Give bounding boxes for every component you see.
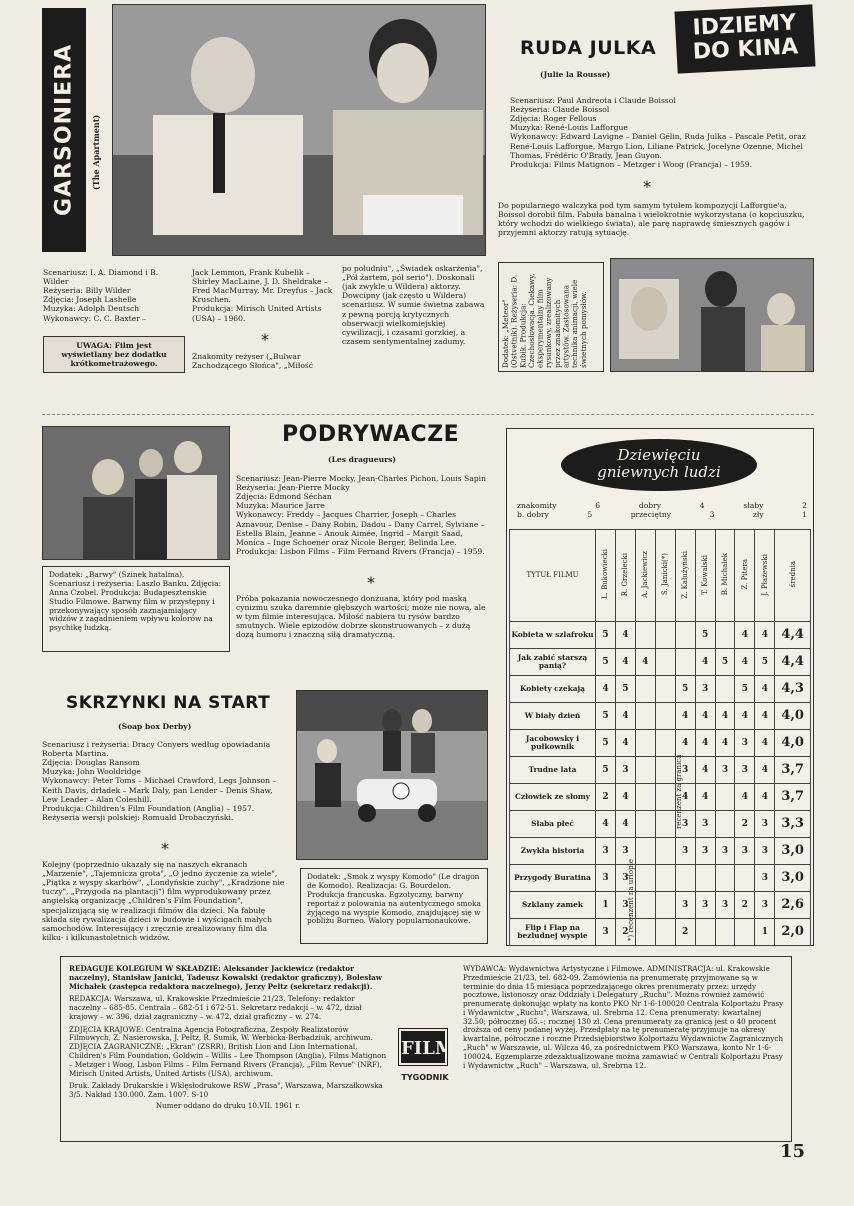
score-cell: 4 <box>695 649 715 676</box>
separator-star: * <box>261 330 269 349</box>
score-cell <box>635 622 655 649</box>
score-cell: 4 <box>755 703 775 730</box>
skrzynki-review: Kolejny (poprzednio ukazały się na naszych ekranach „Marzenie", „Tajemnicza grota", „O jedno życzenie za wiele", „Piątka z wyspy skarbów", „Londyńskie zuchy", „Kradzione nie tuczy", „Przygoda na plantacji") film wyprodukowany przez angielską organizację „Children's Film Foundation", specjalizującą się w realizacji filmów dla dzieci. Na fabułę składa się rywalizacja dzieci w budowie i wyścigach małych samochodów. Interesujący i zręcznie zrealizowany film dla kilku- i kilkunastoletnich widzów. <box>42 860 285 942</box>
critic-column-header <box>615 530 635 622</box>
score-cell: 4 <box>615 784 635 811</box>
ratings-title-line1: Dziewięciu <box>617 446 701 464</box>
legend-label: słaby <box>743 501 764 510</box>
impressum-editors: REDAGUJE KOLEGIUM W SKŁADZIE: Aleksander Jackiewicz (redaktor naczelny), Stanisław Janicki, Tadeusz Kowalski (redaktor graficzny), Bolesław Michałek (zastępca redaktora naczelnego), Jerzy Peltz (sekretarz redakcji). <box>69 964 382 991</box>
garsoniera-warning: UWAGA: Film jest wyświetlany bez dodatku krótkometrażowego. <box>43 336 185 373</box>
score-cell: 4 <box>615 703 635 730</box>
score-cell <box>635 730 655 757</box>
ruda-review: Do popularnego walczyka pod tym samym tytułem kompozycji Lafforgue'a, Boissol dorobił film. Fabuła banalna i wielokrotnie wykorzystana (o kopciuszku, który wchodzi do wielkiego świata), ale parę naprawdę śmiesznych gagów i przyjemni aktorzy ratują sytuację. <box>498 201 805 238</box>
score-cell: 5 <box>596 703 616 730</box>
garsoniera-credits: Scenariusz: I. A. Diamond i B. Wilder Reżyseria: Billy Wilder Zdjęcia: Joseph Lashelle Muzyka: Adolph Deutsch Wykonawcy: C. C. Baxter – <box>43 268 159 323</box>
critic-column-header <box>715 530 735 622</box>
score-cell: 4 <box>735 649 755 676</box>
podrywacze-credits: Scenariusz: Jean-Pierre Mocky, Jean-Charles Pichon, Louis Sapin Reżyseria: Jean-Pierre Mocky Zdjęcia: Edmond Séchan Muzyka: Maurice Jarre Wykonawcy: Freddy – Jacques Charrier, Joseph – Charles Aznavour, Denise – Dany Robin, Dadou – Dany Carrel, Sylviane – Estella Blain, Jeanne – Anouk Aimée, Ingrid – Margit Saad, Monica – Inge Schoener oraz Nicole Berger, Belinda Lee. Produkcja: Lisbon Films – Film Fernand Rivers (Francja) – 1959. <box>236 474 486 556</box>
score-cell <box>655 838 675 865</box>
score-cell: 5 <box>695 622 715 649</box>
score-cell <box>655 757 675 784</box>
average-score-cell: 3,3 <box>775 811 811 838</box>
ratings-row <box>510 676 811 703</box>
score-cell: 4 <box>695 757 715 784</box>
score-cell <box>635 676 655 703</box>
film-still-image <box>611 259 813 371</box>
average-score-cell: 4,4 <box>775 649 811 676</box>
score-cell: 3 <box>695 892 715 919</box>
critic-name: Z. Kałużyński <box>681 550 690 599</box>
impressum-photos: ZDJĘCIA KRAJOWE: Centralna Agencja Fotograficzna, Zespoły Realizatorów Filmowych, Z. Nasierowska, J. Peltz, R. Sumik, W. Werbicka-Berbadziuk, archiwum. ZDJĘCIA ZAGRANICZNE: „Ekran" (ZSRR), British Lion and Lion International, Children's Film Foundation, Goldwin – Willis – Lee Thompson (Anglia), Films Matignon – Metzger i Woog, Lisbon Films – Film Fernand Rivers (Francja), „Film Revue" (NRF), Mirisch United Artists, United Artists (USA), archiwum. <box>69 1024 387 1078</box>
score-cell <box>715 784 735 811</box>
film-logo-subtitle: TYGODNIK <box>401 1073 449 1082</box>
score-cell: 3 <box>675 838 695 865</box>
film-title-cell: Przygody Buratina <box>510 865 596 892</box>
legend-label: znakomity <box>517 501 557 510</box>
film-title-cell: Trudne lata <box>510 757 596 784</box>
film-title-cell: Jacobowsky i pułkownik <box>510 730 596 757</box>
critic-name: T. Kowalski <box>701 554 710 595</box>
critic-name: średnia <box>788 561 797 588</box>
critic-name: R. Grzelecki <box>621 552 630 597</box>
average-column-header <box>775 530 811 622</box>
impressum-left <box>69 965 387 1111</box>
score-cell: 5 <box>596 730 616 757</box>
score-cell: 4 <box>695 730 715 757</box>
score-cell <box>675 622 695 649</box>
score-cell: 5 <box>675 676 695 703</box>
ratings-table <box>509 529 811 946</box>
score-cell <box>675 865 695 892</box>
score-cell: 3 <box>675 892 695 919</box>
ratings-table-wrap <box>509 529 811 946</box>
score-cell <box>655 865 675 892</box>
critic-column-header <box>755 530 775 622</box>
film-logo: FILM <box>399 1029 447 1065</box>
legend-label: przeciętny <box>630 510 672 520</box>
critic-column-header <box>635 530 655 622</box>
critic-name: A. Jackiewicz <box>641 551 650 598</box>
critic-column-header <box>735 530 755 622</box>
ratings-row <box>510 919 811 946</box>
film-still-image <box>297 691 487 859</box>
score-cell: 4 <box>675 703 695 730</box>
score-cell: 4 <box>715 730 735 757</box>
film-title-cell: W biały dzień <box>510 703 596 730</box>
ratings-side-note-abroad: recenzent za granicą <box>675 754 683 829</box>
legend-label: b. dobry <box>517 510 549 520</box>
score-cell: 4 <box>596 811 616 838</box>
score-cell <box>695 919 715 946</box>
legend-value: 1 <box>802 510 807 520</box>
impressum-right: WYDAWCA: Wydawnictwa Artystyczne i Filmowe. ADMINISTRACJA: ul. Krakowskie Przedmieście 21/23, tel. 682-09. Zamówienia na prenumeratę przyjmowane są w terminie do dnia 15 miesiąca poprzedzającego okres prenumeraty przez: urzędy pocztowe, listonoszy oraz Oddziały i Delegatury „Ruchu". Można również zamówić prenumeratę dokonując wpłaty na konto PKO Nr 1-6-100020 Centrala Kolportażu Prasy i Wydawnictw „Ruchu", Warszawa, ul. Srebrna 12. Cena prenumeraty: kwartalnej 32.50; półrocznej 65.–; rocznej 130 zł. Cena prenumeraty za granicą jest o 40 procent droższa od ceny podanej wyżej. Przedpłaty na tę prenumeratę przyjmuje na okresy kwartalne, półroczne i roczne Przedsiębiorstwo Kolportażu Wydawnictw Zagranicznych „Ruch" w Warszawie, ul. Wilcza 46, za pośrednictwem PKO Warszawa, konto Nr 1-6-100024. Egzemplarze zdezaktualizowane można zamawiać w Centrali Kolportażu Prasy i Wydawnictw „Ruch" – Warszawa, ul. Srebrna 12. <box>463 964 784 1070</box>
skrzynki-credits: Scenariusz i reżyseria: Dracy Conyers według opowiadania Roberta Martina. Zdjęcia: Douglas Ransom Muzyka: John Wooldridge Wykonawcy: Peter Toms – Michael Crawford, Legs Johnson – Keith Davis, drładek – Mark Daly, pan Lender – Denis Shaw, Lew Leader – Alan Coleshill. Produkcja: Children's Film Foundation (Anglia) – 1957. Reżyseria wersji polskiej: Romuald Drobaczyński. <box>42 740 277 822</box>
score-cell: 4 <box>596 676 616 703</box>
ratings-row <box>510 703 811 730</box>
score-cell <box>655 892 675 919</box>
film-title-cell: Słaba płeć <box>510 811 596 838</box>
score-cell: 3 <box>695 838 715 865</box>
ruda-title: RUDA JULKA <box>520 37 657 59</box>
score-cell: 5 <box>715 649 735 676</box>
score-cell: 3 <box>715 838 735 865</box>
ratings-row <box>510 649 811 676</box>
critic-column-header <box>596 530 616 622</box>
critic-column-header <box>695 530 715 622</box>
podrywacze-photo <box>42 426 230 560</box>
ruda-addon-text: Dodatek: „Meteor" (Ostvetník). Reżyseria: D. Kubik. Produkcja: Czechosłowacja. Ciekawy, eksperymentalny film rysunkowy, zrealizowany przez znakomitych artystów. Zastosowana technika animacji, wiele świetnych pomysłów. <box>501 273 588 368</box>
legend-value: 2 <box>802 501 807 510</box>
score-cell: 5 <box>755 649 775 676</box>
film-title-cell: Flip i Flap na bezludnej wyspie <box>510 919 596 946</box>
score-cell <box>635 784 655 811</box>
score-cell <box>655 919 675 946</box>
separator-star: * <box>643 177 651 196</box>
score-cell: 3 <box>715 757 735 784</box>
score-cell <box>635 757 655 784</box>
garsoniera-title: GARSONIERA <box>42 8 86 252</box>
score-cell: 4 <box>635 649 655 676</box>
score-cell: 4 <box>615 622 635 649</box>
score-cell <box>675 649 695 676</box>
ratings-legend <box>517 501 807 519</box>
score-cell <box>635 703 655 730</box>
average-score-cell: 4,3 <box>775 676 811 703</box>
score-cell <box>715 676 735 703</box>
score-cell <box>735 919 755 946</box>
score-cell: 3 <box>755 865 775 892</box>
ratings-row <box>510 757 811 784</box>
average-score-cell: 4,4 <box>775 622 811 649</box>
impressum-print: Druk. Zakłady Drukarskie i Wklęsłodrukowe RSW „Prasa", Warszawa, Marszałkowska 3/5. Nakład 130.000. Zam. 1007. S-10 <box>69 1081 383 1100</box>
score-cell: 2 <box>735 892 755 919</box>
legend-value: 4 <box>699 501 705 510</box>
score-cell <box>655 730 675 757</box>
legend-label: zły <box>752 510 764 520</box>
garsoniera-photo <box>112 4 486 256</box>
ratings-row <box>510 784 811 811</box>
ratings-side-note-leave: *) recenzent na urlopie <box>627 859 635 941</box>
score-cell: 3 <box>596 865 616 892</box>
score-cell: 4 <box>615 730 635 757</box>
ratings-row <box>510 811 811 838</box>
score-cell: 1 <box>755 919 775 946</box>
score-cell: 3 <box>596 919 616 946</box>
divider <box>42 414 814 415</box>
average-score-cell: 3,0 <box>775 865 811 892</box>
score-cell: 2 <box>675 919 695 946</box>
score-cell: 4 <box>755 784 775 811</box>
score-cell: 4 <box>735 622 755 649</box>
score-cell: 2 <box>735 811 755 838</box>
score-cell <box>655 622 675 649</box>
legend-value: 5 <box>587 510 593 520</box>
critic-column-header <box>655 530 675 622</box>
score-cell: 5 <box>735 676 755 703</box>
score-cell: 5 <box>596 757 616 784</box>
score-cell: 3 <box>755 838 775 865</box>
average-score-cell: 3,7 <box>775 757 811 784</box>
skrzynki-title: SKRZYNKI NA START <box>66 693 271 713</box>
critic-column-header <box>675 530 695 622</box>
score-cell: 4 <box>695 784 715 811</box>
critic-name: L. Bukowiecki <box>601 549 610 600</box>
impressum-print-date: Numer oddano do druku 10.VII. 1961 r. <box>155 1100 301 1110</box>
score-cell <box>655 784 675 811</box>
film-title-cell: Kobieta w szlafroku <box>510 622 596 649</box>
film-title-cell: Kobiety czekają <box>510 676 596 703</box>
score-cell: 5 <box>596 622 616 649</box>
score-cell <box>735 865 755 892</box>
score-cell: 4 <box>615 649 635 676</box>
separator-star: * <box>161 839 169 858</box>
score-cell <box>655 676 675 703</box>
film-still-image <box>113 5 485 255</box>
section-badge <box>674 4 815 73</box>
ratings-row <box>510 622 811 649</box>
skrzynki-photo <box>296 690 488 860</box>
film-title-cell: Jak zabić starszą panią? <box>510 649 596 676</box>
impressum-address: REDAKCJA: Warszawa, ul. Krakowskie Przedmieście 21/23. Telefony: redaktor naczelny – 685-85. Centrala – 682-51 i 672-51. Sekretarz redakcji – w. 472, dział krajowy – w. 396, dział zagraniczny – w. 472, dział graficzny – w. 274. <box>69 994 362 1021</box>
average-score-cell: 4,0 <box>775 703 811 730</box>
score-cell: 1 <box>596 892 616 919</box>
ruda-credits: Scenariusz: Paul Andreota i Claude Boissol Reżyseria: Claude Boissol Zdjęcia: Roger Fellous Muzyka: René-Louis Lafforgue Wykonawcy: Edward Lavigne – Daniel Gélin, Ruda Julka – Pascale Petit, oraz René-Louis Lafforgue, Margo Lion, Liliane Patrick, Jocelyne Ozenne, Michel Thomas, Frédéric O'Brady, Jean Guyon. Produkcja: Films Matignon – Metzger i Woog (Francja) – 1959. <box>510 96 806 169</box>
ratings-row <box>510 730 811 757</box>
page-number: 15 <box>780 1141 806 1162</box>
section-badge-line2: DO KINA <box>692 34 799 65</box>
film-still-image <box>43 427 229 559</box>
score-cell: 4 <box>735 703 755 730</box>
ratings-title-line2: gniewnych ludzi <box>597 463 721 482</box>
garsoniera-cast: Jack Lemmon, Frank Kubelik – Shirley MacLaine, J. D. Sheldrake – Fred MacMurray, Mr. Dreyfus – Jack Kruschen. Produkcja: Mirisch United Artists (USA) – 1960. <box>192 268 333 323</box>
score-cell: 4 <box>615 811 635 838</box>
film-title-cell: Szklany zamek <box>510 892 596 919</box>
garsoniera-review-start: Znakomity reżyser („Bulwar Zachodzącego Słońca", „Miłość <box>192 352 314 371</box>
ratings-panel <box>506 428 814 946</box>
critic-name: S. Janicki(*) <box>661 553 670 596</box>
critic-name: J. Płażewski <box>760 553 769 596</box>
score-cell: 3 <box>596 838 616 865</box>
score-cell: 3 <box>735 838 755 865</box>
score-cell: 3 <box>755 892 775 919</box>
score-cell: 3 <box>755 811 775 838</box>
ruda-original-title: (Julie la Rousse) <box>540 70 611 79</box>
score-cell: 3 <box>715 892 735 919</box>
ruda-addon-box <box>498 262 604 372</box>
section-badge-line1: IDZIEMY <box>691 10 797 41</box>
average-score-cell: 3,7 <box>775 784 811 811</box>
score-cell: 4 <box>755 676 775 703</box>
score-cell <box>715 865 735 892</box>
score-cell <box>715 811 735 838</box>
score-cell: 5 <box>615 676 635 703</box>
legend-label: dobry <box>638 501 662 510</box>
ratings-header-row <box>510 530 811 622</box>
podrywacze-review: Próba pokazania nowoczesnego donżuana, który pod maską cynizmu szuka daremnie głębszych wartości; może nie nowa, ale w tym filmie interesująca. Miłość nabiera tu rysów bardzo smutnych. Wiele epizodów dobrze skonstruowanych – z dużą dozą humoru i znaczną siłą dramatyczną. <box>236 594 486 640</box>
legend-value: 3 <box>709 510 715 520</box>
average-score-cell: 4,0 <box>775 730 811 757</box>
garsoniera-original-title: (The Apartment) <box>91 114 101 190</box>
score-cell: 3 <box>675 811 695 838</box>
score-cell: 3 <box>675 757 695 784</box>
title-column-header: TYTUŁ FILMU <box>510 530 596 622</box>
score-cell: 4 <box>755 622 775 649</box>
skrzynki-addon: Dodatek: „Smok z wyspy Komodo" (Le dragon de Komodo). Realizacja: G. Bourdelon. Produkcja francuska. Egzotyczny, barwny reportaż z polowania na autentycznego smoka żyjącego na wyspie Komodo, znajdującej się w pobliżu Borneo. Walory popularnonaukowe. <box>300 868 488 944</box>
ratings-title <box>561 439 757 491</box>
podrywacze-title: PODRYWACZE <box>282 422 460 447</box>
score-cell: 4 <box>755 730 775 757</box>
score-cell: 2 <box>615 919 635 946</box>
score-cell: 5 <box>596 649 616 676</box>
score-cell: 4 <box>675 784 695 811</box>
score-cell: 3 <box>735 730 755 757</box>
critic-name: B. Michałek <box>720 553 729 596</box>
score-cell: 3 <box>615 757 635 784</box>
score-cell: 3 <box>615 838 635 865</box>
film-title-cell: Człowiek ze słomy <box>510 784 596 811</box>
impressum-box <box>60 956 792 1142</box>
score-cell <box>655 703 675 730</box>
score-cell: 3 <box>615 865 635 892</box>
ratings-row <box>510 892 811 919</box>
legend-value: 6 <box>595 501 601 510</box>
score-cell: 2 <box>596 784 616 811</box>
critic-name: Z. Pitera <box>740 559 749 590</box>
separator-star: * <box>367 573 375 592</box>
score-cell <box>655 811 675 838</box>
skrzynki-original-title: (Soap box Derby) <box>118 722 192 731</box>
podrywacze-addon: Dodatek: „Barwy" (Szinek hatalma). Scenariusz i reżyseria: Laszlo Banku. Zdjęcia: Anna Czobel. Produkcja: Budapesztenskie Studio Filmowe. Barwny film w przystępny i przekonywający sposób zaznajamiający widzów z zagadnieniem wpływu kolorów na psychikę ludzką. <box>42 566 230 652</box>
average-score-cell: 2,6 <box>775 892 811 919</box>
score-cell: 3 <box>615 892 635 919</box>
score-cell <box>655 649 675 676</box>
score-cell <box>715 622 735 649</box>
score-cell: 3 <box>695 676 715 703</box>
average-score-cell: 3,0 <box>775 838 811 865</box>
score-cell <box>695 865 715 892</box>
film-title-cell: Zwykła historia <box>510 838 596 865</box>
score-cell: 4 <box>675 730 695 757</box>
ratings-row <box>510 838 811 865</box>
ruda-photo <box>610 258 814 372</box>
score-cell: 3 <box>695 811 715 838</box>
garsoniera-review: po południu", „Świadek oskarżenia", „Pół żartem, pół serio"). Doskonali (jak zwykle u Wildera) aktorzy. Dowcipny (jak często u Wildera) scenariusz. W sumie świetna zabawa z pewną porcją krytycznych obserwacji wielkomiejskiej cywilizacji, i czasami gorzkiej, a czasem sentymentalnej zadumy. <box>342 264 485 346</box>
average-score-cell: 2,0 <box>775 919 811 946</box>
score-cell: 4 <box>695 703 715 730</box>
score-cell: 4 <box>755 757 775 784</box>
score-cell <box>715 919 735 946</box>
score-cell: 4 <box>735 784 755 811</box>
score-cell: 3 <box>735 757 755 784</box>
podrywacze-original-title: (Les dragueurs) <box>328 455 396 464</box>
score-cell: 4 <box>715 703 735 730</box>
ratings-row <box>510 865 811 892</box>
